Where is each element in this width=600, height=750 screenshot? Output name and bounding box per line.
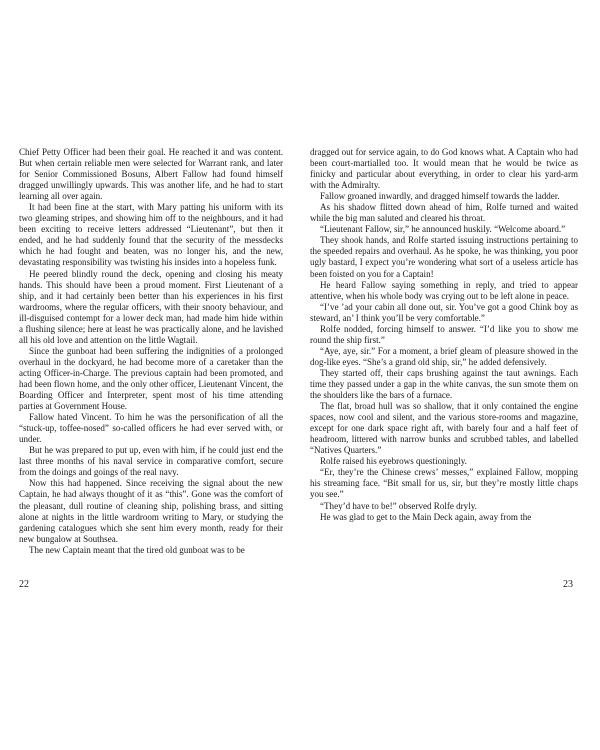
paragraph: He was glad to get to the Main Deck again, away from the	[320, 511, 532, 522]
paragraph: As his shadow flitted down ahead of him, Rolfe turned and waited while the big man saluted and cleared his throat.	[310, 202, 578, 224]
paragraph: The new Captain meant that the tired old gunboat was to be	[29, 544, 245, 555]
left-page-text	[19, 147, 283, 556]
paragraph: He heard Fallow saying something in reply, and tried to appear attentive, when his whole body was crying out to be left alone in peace.	[310, 279, 578, 301]
paragraph: Now this had happened. Since receiving the signal about the new Captain, he had always thought of it as “this”. Gone was the comfort of the pleasant, dull routine of cleaning ship, polishing brass, and sitting alone at nights in the little wardroom writing to Mary, or studying the gardening catalogues which she sent him every month, ready for their new bungalow at Southsea.	[19, 478, 283, 544]
right-page-number: 23	[563, 579, 573, 590]
paragraph: Chief Petty Officer had been their goal. He reached it and was content. But when certain reliable men were selected for Warrant rank, and later for Senior Commissioned Bosuns, Albert Fallow had found himself dragged unwillingly upwards. This was another life, and he had to start learning all over again.	[19, 147, 283, 202]
left-page-number: 22	[19, 579, 29, 590]
paragraph: “They’d have to be!” observed Rolfe dryly.	[320, 500, 477, 511]
paragraph: They started off, their caps brushing against the taut awnings. Each time they passed under a gap in the white canvas, the sun smote them on the shoulders like the bars of a furnace.	[310, 367, 578, 401]
paragraph: But he was prepared to put up, even with him, if he could just end the last three months of his naval service in comparative comfort, secure from the doings and goings of the real navy.	[19, 445, 283, 478]
paragraph: “Aye, aye, sir.” For a moment, a brief gleam of pleasure showed in the dog-like eyes. “She’s a grand old ship, sir,” he added defensively.	[310, 345, 578, 367]
paragraph: Fallow groaned inwardly, and dragged himself towards the ladder.	[320, 191, 560, 202]
paragraph: “Er, they’re the Chinese crews’ messes,” explained Fallow, mopping his streaming face. “Bit small for us, sir, but they’re mostly little chaps you see.”	[310, 467, 578, 500]
paragraph: Since the gunboat had been suffering the indignities of a prolonged overhaul in the dockyard, he had become more of a caretaker than the acting Officer-in-Charge. The previous captain had been promoted, and had been flown home, and the only other officer, Lieutenant Vincent, the Boarding Officer and Interpreter, spent most of his time attending parties at Government House.	[19, 345, 283, 412]
paragraph: They shook hands, and Rolfe started issuing instructions pertaining to the speeded repairs and overhaul. As he spoke, he was thinking, you poor ugly bastard, I expect you’re wondering what sort of a useless article has been foisted on you for a Captain!	[310, 235, 578, 279]
paragraph: Fallow hated Vincent. To him he was the personification of all the “stuck-up, toffee-nosed” so-called officers he had ever served with, or under.	[19, 412, 283, 445]
paragraph: He peered blindly round the deck, opening and closing his meaty hands. This should have been a proud moment. First Lieutenant of a ship, and it had certainly been better than his experiences in his first wardrooms, where the regular officers, with their snooty behaviour, and ill-disguised contempt for a lower deck man, had made him hide within a flushing silence; here at least he was practically alone, and he lavished all his old love and attention on the little Wagtail.	[19, 268, 283, 345]
paragraph: It had been fine at the start, with Mary patting his uniform with its two gleaming stripes, and showing him off to the neighbours, and it had been exciting to receive letters addressed “Lieutenant”, but then it ended, and he had suddenly found that the security of the messdecks which he had fought and beaten, was no longer his, and the new, devastating responsibility was twisting his insides into a hopeless funk.	[19, 202, 283, 268]
paragraph: “I’ve ’ad your cabin all done out, sir. You’ve got a good Chink boy as steward, an’ I think you’ll be very comfortable.”	[310, 301, 578, 323]
paragraph: Rolfe raised his eyebrows questioningly.	[320, 456, 467, 467]
paragraph: The flat, broad hull was so shallow, that it only contained the engine spaces, now cool and silent, and the various store-rooms and magazine, except for one dark space right aft, with barely four and a half feet of headroom, littered with narrow bunks and scrubbed tables, and labelled “Natives Quarters.”	[310, 401, 578, 456]
paragraph: dragged out for service again, to do God knows what. A Captain who had been court-martialled too. It would mean that he would be twice as finicky and particular about everything, in order to clear his yard-arm with the Admiralty.	[310, 147, 578, 191]
paragraph: “Lieutenant Fallow, sir,” he announced huskily. “Welcome aboard.”	[320, 224, 566, 235]
right-page-text	[310, 147, 578, 523]
paragraph: Rolfe nodded, forcing himself to answer. “I’d like you to show me round the ship first.”	[310, 323, 578, 345]
